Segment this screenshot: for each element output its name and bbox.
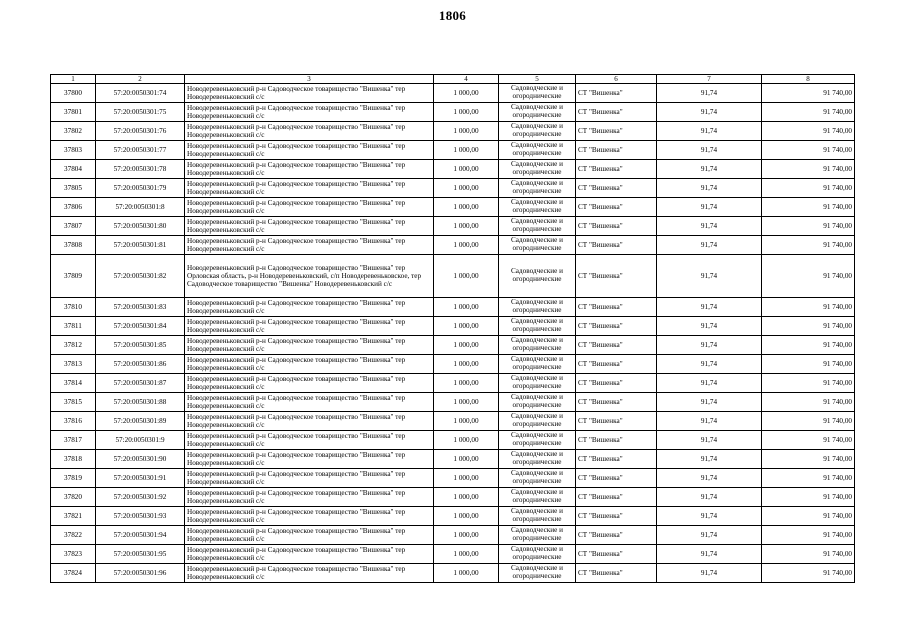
- column-number: 8: [762, 75, 855, 84]
- column-number: 4: [434, 75, 499, 84]
- area-cell: 1 000,00: [434, 564, 499, 583]
- column-number: 2: [96, 75, 185, 84]
- cadastral-value-cell: 91 740,00: [762, 507, 855, 526]
- address-cell: Новодеревеньковский р-н Садоводческое товарищество "Вишенка" тер Новодеревеньковский с/с: [185, 374, 434, 393]
- address-cell: Новодеревеньковский р-н Садоводческое товарищество "Вишенка" тер Новодеревеньковский с/с: [185, 179, 434, 198]
- specific-value-cell: 91,74: [657, 336, 762, 355]
- land-category-cell: Садоводческие и огороднические: [499, 412, 576, 431]
- area-cell: 1 000,00: [434, 431, 499, 450]
- area-cell: 1 000,00: [434, 317, 499, 336]
- table-row: [51, 507, 855, 526]
- table-row: [51, 122, 855, 141]
- specific-value-cell: 91,74: [657, 255, 762, 298]
- cadastral-number: 57:20:0050301:76: [96, 122, 185, 141]
- record-id: 37813: [51, 355, 96, 374]
- table-row: [51, 160, 855, 179]
- specific-value-cell: 91,74: [657, 526, 762, 545]
- area-cell: 1 000,00: [434, 488, 499, 507]
- cadastral-value-cell: 91 740,00: [762, 255, 855, 298]
- specific-value-cell: 91,74: [657, 122, 762, 141]
- cadastral-number: 57:20:0050301:88: [96, 393, 185, 412]
- area-cell: 1 000,00: [434, 545, 499, 564]
- area-cell: 1 000,00: [434, 450, 499, 469]
- address-cell: Новодеревеньковский р-н Садоводческое товарищество "Вишенка" тер Новодеревеньковский с/с: [185, 469, 434, 488]
- cadastral-number: 57:20:0050301:83: [96, 298, 185, 317]
- cadastral-value-cell: 91 740,00: [762, 355, 855, 374]
- table-row: [51, 198, 855, 217]
- cadastral-number: 57:20:0050301:8: [96, 198, 185, 217]
- cadastral-number: 57:20:0050301:81: [96, 236, 185, 255]
- owner-cell: СТ "Вишенка": [576, 355, 657, 374]
- specific-value-cell: 91,74: [657, 236, 762, 255]
- land-category-cell: Садоводческие и огороднические: [499, 122, 576, 141]
- record-id: 37822: [51, 526, 96, 545]
- owner-cell: СТ "Вишенка": [576, 236, 657, 255]
- owner-cell: СТ "Вишенка": [576, 469, 657, 488]
- cadastral-value-cell: 91 740,00: [762, 179, 855, 198]
- owner-cell: СТ "Вишенка": [576, 141, 657, 160]
- address-cell: Новодеревеньковский р-н Садоводческое товарищество "Вишенка" тер Новодеревеньковский с/с: [185, 198, 434, 217]
- area-cell: 1 000,00: [434, 374, 499, 393]
- owner-cell: СТ "Вишенка": [576, 393, 657, 412]
- cadastral-value-cell: 91 740,00: [762, 84, 855, 103]
- owner-cell: СТ "Вишенка": [576, 198, 657, 217]
- land-category-cell: Садоводческие и огороднические: [499, 236, 576, 255]
- owner-cell: СТ "Вишенка": [576, 545, 657, 564]
- land-category-cell: Садоводческие и огороднические: [499, 103, 576, 122]
- area-cell: 1 000,00: [434, 179, 499, 198]
- area-cell: 1 000,00: [434, 412, 499, 431]
- area-cell: 1 000,00: [434, 355, 499, 374]
- record-id: 37805: [51, 179, 96, 198]
- owner-cell: СТ "Вишенка": [576, 526, 657, 545]
- area-cell: 1 000,00: [434, 217, 499, 236]
- land-category-cell: Садоводческие и огороднические: [499, 507, 576, 526]
- cadastral-value-cell: 91 740,00: [762, 469, 855, 488]
- record-id: 37816: [51, 412, 96, 431]
- area-cell: 1 000,00: [434, 236, 499, 255]
- cadastral-value-cell: 91 740,00: [762, 526, 855, 545]
- cadastral-value-cell: 91 740,00: [762, 374, 855, 393]
- address-cell: Новодеревеньковский р-н Садоводческое товарищество "Вишенка" тер Новодеревеньковский с/с: [185, 336, 434, 355]
- cadastral-number: 57:20:0050301:84: [96, 317, 185, 336]
- area-cell: 1 000,00: [434, 198, 499, 217]
- table-row: [51, 393, 855, 412]
- specific-value-cell: 91,74: [657, 103, 762, 122]
- cadastral-number: 57:20:0050301:96: [96, 564, 185, 583]
- land-category-cell: Садоводческие и огороднические: [499, 255, 576, 298]
- address-cell: Новодеревеньковский р-н Садоводческое товарищество "Вишенка" тер Новодеревеньковский с/с: [185, 393, 434, 412]
- owner-cell: СТ "Вишенка": [576, 317, 657, 336]
- address-cell: Новодеревеньковский р-н Садоводческое товарищество "Вишенка" тер Новодеревеньковский с/с: [185, 412, 434, 431]
- cadastral-number: 57:20:0050301:77: [96, 141, 185, 160]
- area-cell: 1 000,00: [434, 469, 499, 488]
- owner-cell: СТ "Вишенка": [576, 179, 657, 198]
- land-category-cell: Садоводческие и огороднические: [499, 450, 576, 469]
- cadastral-number: 57:20:0050301:79: [96, 179, 185, 198]
- owner-cell: СТ "Вишенка": [576, 431, 657, 450]
- table-row: [51, 179, 855, 198]
- cadastral-value-cell: 91 740,00: [762, 217, 855, 236]
- cadastral-value-cell: 91 740,00: [762, 198, 855, 217]
- cadastral-value-cell: 91 740,00: [762, 545, 855, 564]
- owner-cell: СТ "Вишенка": [576, 507, 657, 526]
- specific-value-cell: 91,74: [657, 179, 762, 198]
- table-row: [51, 84, 855, 103]
- record-id: 37811: [51, 317, 96, 336]
- land-category-cell: Садоводческие и огороднические: [499, 488, 576, 507]
- cadastral-value-cell: 91 740,00: [762, 160, 855, 179]
- specific-value-cell: 91,74: [657, 507, 762, 526]
- address-cell: Новодеревеньковский р-н Садоводческое товарищество "Вишенка" тер Новодеревеньковский с/с: [185, 355, 434, 374]
- table-row: [51, 317, 855, 336]
- table-row: [51, 255, 855, 298]
- owner-cell: СТ "Вишенка": [576, 160, 657, 179]
- area-cell: 1 000,00: [434, 255, 499, 298]
- cadastral-number: 57:20:0050301:92: [96, 488, 185, 507]
- area-cell: 1 000,00: [434, 298, 499, 317]
- cadastral-number: 57:20:0050301:89: [96, 412, 185, 431]
- land-category-cell: Садоводческие и огороднические: [499, 217, 576, 236]
- owner-cell: СТ "Вишенка": [576, 122, 657, 141]
- specific-value-cell: 91,74: [657, 298, 762, 317]
- cadastral-value-cell: 91 740,00: [762, 450, 855, 469]
- cadastral-number: 57:20:0050301:78: [96, 160, 185, 179]
- land-category-cell: Садоводческие и огороднические: [499, 355, 576, 374]
- record-id: 37801: [51, 103, 96, 122]
- cadastral-value-cell: 91 740,00: [762, 488, 855, 507]
- table-row: [51, 450, 855, 469]
- column-number: 7: [657, 75, 762, 84]
- specific-value-cell: 91,74: [657, 84, 762, 103]
- area-cell: 1 000,00: [434, 84, 499, 103]
- area-cell: 1 000,00: [434, 141, 499, 160]
- cadastral-value-cell: 91 740,00: [762, 317, 855, 336]
- record-id: 37820: [51, 488, 96, 507]
- cadastral-number: 57:20:0050301:85: [96, 336, 185, 355]
- address-cell: Новодеревеньковский р-н Садоводческое товарищество "Вишенка" тер Новодеревеньковский с/с: [185, 564, 434, 583]
- cadastral-value-cell: 91 740,00: [762, 393, 855, 412]
- registry-table-body: [51, 75, 855, 583]
- land-category-cell: Садоводческие и огороднические: [499, 336, 576, 355]
- specific-value-cell: 91,74: [657, 393, 762, 412]
- address-cell: Новодеревеньковский р-н Садоводческое товарищество "Вишенка" тер Новодеревеньковский с/с: [185, 160, 434, 179]
- table-row: [51, 336, 855, 355]
- cadastral-number: 57:20:0050301:91: [96, 469, 185, 488]
- column-number: 1: [51, 75, 96, 84]
- column-number-row: [51, 75, 855, 84]
- table-row: [51, 564, 855, 583]
- land-category-cell: Садоводческие и огороднические: [499, 141, 576, 160]
- table-row: [51, 545, 855, 564]
- owner-cell: СТ "Вишенка": [576, 488, 657, 507]
- cadastral-number: 57:20:0050301:90: [96, 450, 185, 469]
- address-cell: Новодеревеньковский р-н Садоводческое товарищество "Вишенка" тер Новодеревеньковский с/с: [185, 317, 434, 336]
- table-row: [51, 298, 855, 317]
- table-row: [51, 374, 855, 393]
- owner-cell: СТ "Вишенка": [576, 255, 657, 298]
- land-category-cell: Садоводческие и огороднические: [499, 564, 576, 583]
- area-cell: 1 000,00: [434, 507, 499, 526]
- address-cell: Новодеревеньковский р-н Садоводческое товарищество "Вишенка" тер Новодеревеньковский с/с: [185, 545, 434, 564]
- owner-cell: СТ "Вишенка": [576, 84, 657, 103]
- address-cell: Новодеревеньковский р-н Садоводческое товарищество "Вишенка" тер Новодеревеньковский с/с: [185, 217, 434, 236]
- specific-value-cell: 91,74: [657, 355, 762, 374]
- land-category-cell: Садоводческие и огороднические: [499, 179, 576, 198]
- record-id: 37810: [51, 298, 96, 317]
- record-id: 37804: [51, 160, 96, 179]
- cadastral-value-cell: 91 740,00: [762, 122, 855, 141]
- owner-cell: СТ "Вишенка": [576, 564, 657, 583]
- specific-value-cell: 91,74: [657, 412, 762, 431]
- table-row: [51, 355, 855, 374]
- table-row: [51, 412, 855, 431]
- table-row: [51, 488, 855, 507]
- record-id: 37800: [51, 84, 96, 103]
- specific-value-cell: 91,74: [657, 564, 762, 583]
- cadastral-number: 57:20:0050301:80: [96, 217, 185, 236]
- cadastral-number: 57:20:0050301:86: [96, 355, 185, 374]
- land-category-cell: Садоводческие и огороднические: [499, 160, 576, 179]
- cadastral-number: 57:20:0050301:82: [96, 255, 185, 298]
- specific-value-cell: 91,74: [657, 217, 762, 236]
- record-id: 37823: [51, 545, 96, 564]
- cadastral-value-cell: 91 740,00: [762, 564, 855, 583]
- area-cell: 1 000,00: [434, 393, 499, 412]
- address-cell: Новодеревеньковский р-н Садоводческое товарищество "Вишенка" тер Новодеревеньковский с/с: [185, 122, 434, 141]
- land-category-cell: Садоводческие и огороднические: [499, 469, 576, 488]
- record-id: 37803: [51, 141, 96, 160]
- table-row: [51, 431, 855, 450]
- land-category-cell: Садоводческие и огороднические: [499, 198, 576, 217]
- record-id: 37815: [51, 393, 96, 412]
- table-row: [51, 217, 855, 236]
- table-row: [51, 141, 855, 160]
- table-row: [51, 236, 855, 255]
- specific-value-cell: 91,74: [657, 469, 762, 488]
- record-id: 37817: [51, 431, 96, 450]
- owner-cell: СТ "Вишенка": [576, 374, 657, 393]
- area-cell: 1 000,00: [434, 160, 499, 179]
- land-category-cell: Садоводческие и огороднические: [499, 526, 576, 545]
- record-id: 37824: [51, 564, 96, 583]
- page-number: 1806: [438, 8, 467, 23]
- column-number: 5: [499, 75, 576, 84]
- owner-cell: СТ "Вишенка": [576, 103, 657, 122]
- cadastral-value-cell: 91 740,00: [762, 336, 855, 355]
- record-id: 37802: [51, 122, 96, 141]
- cadastral-number: 57:20:0050301:93: [96, 507, 185, 526]
- owner-cell: СТ "Вишенка": [576, 450, 657, 469]
- record-id: 37814: [51, 374, 96, 393]
- land-category-cell: Садоводческие и огороднические: [499, 545, 576, 564]
- cadastral-number: 57:20:0050301:9: [96, 431, 185, 450]
- area-cell: 1 000,00: [434, 103, 499, 122]
- cadastral-value-cell: 91 740,00: [762, 412, 855, 431]
- record-id: 37809: [51, 255, 96, 298]
- table-row: [51, 469, 855, 488]
- area-cell: 1 000,00: [434, 526, 499, 545]
- area-cell: 1 000,00: [434, 336, 499, 355]
- owner-cell: СТ "Вишенка": [576, 336, 657, 355]
- cadastral-value-cell: 91 740,00: [762, 141, 855, 160]
- cadastral-value-cell: 91 740,00: [762, 236, 855, 255]
- specific-value-cell: 91,74: [657, 450, 762, 469]
- cadastral-value-cell: 91 740,00: [762, 103, 855, 122]
- record-id: 37818: [51, 450, 96, 469]
- owner-cell: СТ "Вишенка": [576, 217, 657, 236]
- cadastral-value-cell: 91 740,00: [762, 431, 855, 450]
- land-category-cell: Садоводческие и огороднические: [499, 84, 576, 103]
- cadastral-number: 57:20:0050301:95: [96, 545, 185, 564]
- specific-value-cell: 91,74: [657, 374, 762, 393]
- area-cell: 1 000,00: [434, 122, 499, 141]
- land-category-cell: Садоводческие и огороднические: [499, 431, 576, 450]
- cadastral-number: 57:20:0050301:75: [96, 103, 185, 122]
- address-cell: Новодеревеньковский р-н Садоводческое товарищество "Вишенка" тер Новодеревеньковский с/с: [185, 488, 434, 507]
- record-id: 37806: [51, 198, 96, 217]
- record-id: 37821: [51, 507, 96, 526]
- specific-value-cell: 91,74: [657, 317, 762, 336]
- address-cell: Новодеревеньковский р-н Садоводческое товарищество "Вишенка" тер Новодеревеньковский с/с: [185, 431, 434, 450]
- record-id: 37819: [51, 469, 96, 488]
- address-cell: Новодеревеньковский р-н Садоводческое товарищество "Вишенка" тер Новодеревеньковский с/с: [185, 236, 434, 255]
- column-number: 3: [185, 75, 434, 84]
- address-cell: Новодеревеньковский р-н Садоводческое товарищество "Вишенка" тер Новодеревеньковский с/с: [185, 298, 434, 317]
- table-row: [51, 103, 855, 122]
- land-category-cell: Садоводческие и огороднические: [499, 393, 576, 412]
- record-id: 37808: [51, 236, 96, 255]
- address-cell: Новодеревеньковский р-н Садоводческое товарищество "Вишенка" тер Новодеревеньковский с/с: [185, 507, 434, 526]
- address-cell: Новодеревеньковский р-н Садоводческое товарищество "Вишенка" тер Новодеревеньковский с/с: [185, 103, 434, 122]
- record-id: 37812: [51, 336, 96, 355]
- address-cell: Новодеревеньковский р-н Садоводческое товарищество "Вишенка" тер Новодеревеньковский с/с: [185, 526, 434, 545]
- owner-cell: СТ "Вишенка": [576, 298, 657, 317]
- land-category-cell: Садоводческие и огороднические: [499, 298, 576, 317]
- land-category-cell: Садоводческие и огороднические: [499, 317, 576, 336]
- cadastral-number: 57:20:0050301:87: [96, 374, 185, 393]
- land-registry-table: [50, 74, 855, 583]
- record-id: 37807: [51, 217, 96, 236]
- specific-value-cell: 91,74: [657, 141, 762, 160]
- address-cell: Новодеревеньковский р-н Садоводческое товарищество "Вишенка" тер Новодеревеньковский с/с: [185, 84, 434, 103]
- specific-value-cell: 91,74: [657, 488, 762, 507]
- column-number: 6: [576, 75, 657, 84]
- specific-value-cell: 91,74: [657, 545, 762, 564]
- specific-value-cell: 91,74: [657, 160, 762, 179]
- cadastral-value-cell: 91 740,00: [762, 298, 855, 317]
- owner-cell: СТ "Вишенка": [576, 412, 657, 431]
- address-cell: Новодеревеньковский р-н Садоводческое товарищество "Вишенка" тер Новодеревеньковский с/с: [185, 450, 434, 469]
- cadastral-number: 57:20:0050301:94: [96, 526, 185, 545]
- cadastral-number: 57:20:0050301:74: [96, 84, 185, 103]
- specific-value-cell: 91,74: [657, 431, 762, 450]
- specific-value-cell: 91,74: [657, 198, 762, 217]
- address-cell: Новодеревеньковский р-н Садоводческое товарищество "Вишенка" тер Новодеревеньковский с/с: [185, 141, 434, 160]
- land-category-cell: Садоводческие и огороднические: [499, 374, 576, 393]
- address-cell: Новодеревеньковский р-н Садоводческое товарищество "Вишенка" тер Орловская область, р-н Новодеревеньковский, с/п Новодеревеньковское, тер Садоводческое товарищество "Вишенка" Новодеревеньковский с/с: [185, 255, 434, 298]
- table-row: [51, 526, 855, 545]
